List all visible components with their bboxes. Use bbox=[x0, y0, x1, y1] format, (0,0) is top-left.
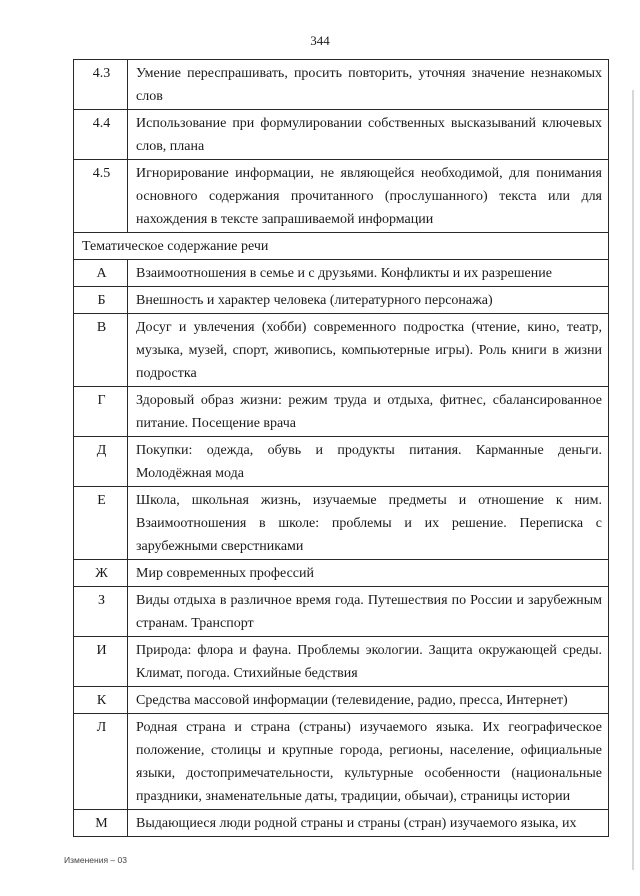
table-row bbox=[74, 287, 609, 314]
table-row bbox=[74, 587, 609, 637]
topic-code: Е bbox=[74, 487, 128, 560]
topic-code: И bbox=[74, 637, 128, 687]
topic-code: Д bbox=[74, 437, 128, 487]
topic-text: Природа: флора и фауна. Проблемы экологии. Защита окружающей среды. Климат, погода. Стихийные бедствия bbox=[128, 637, 609, 687]
table-row bbox=[74, 260, 609, 287]
topic-text: Средства массовой информации (телевидение, радио, пресса, Интернет) bbox=[128, 687, 609, 714]
table-row bbox=[74, 687, 609, 714]
topic-code: З bbox=[74, 587, 128, 637]
table-row bbox=[74, 487, 609, 560]
topic-text: Виды отдыха в различное время года. Путешествия по России и зарубежным странам. Транспорт bbox=[128, 587, 609, 637]
topic-code: А bbox=[74, 260, 128, 287]
page-number: 344 bbox=[310, 33, 330, 48]
topic-text: Взаимоотношения в семье и с друзьями. Конфликты и их разрешение bbox=[128, 260, 609, 287]
topic-text: Школа, школьная жизнь, изучаемые предметы и отношение к ним. Взаимоотношения в школе: проблемы и их решение. Переписка с зарубежными сверстниками bbox=[128, 487, 609, 560]
section-row bbox=[74, 233, 609, 260]
topic-text: Родная страна и страна (страны) изучаемого языка. Их географическое положение, столицы и крупные города, регионы, население, официальные языки, достопримечательности, культурные особенности (национальные праздники, знаменательные даты, традиции, обычаи), страницы истории bbox=[128, 714, 609, 810]
table-row bbox=[74, 160, 609, 233]
topic-code: Б bbox=[74, 287, 128, 314]
table-row bbox=[74, 110, 609, 160]
topic-text: Покупки: одежда, обувь и продукты питания. Карманные деньги. Молодёжная мода bbox=[128, 437, 609, 487]
row-code: 4.4 bbox=[74, 110, 128, 160]
table-row bbox=[74, 810, 609, 837]
topic-text: Выдающиеся люди родной страны и страны (стран) изучаемого языка, их bbox=[128, 810, 609, 837]
topic-code: К bbox=[74, 687, 128, 714]
table-row bbox=[74, 387, 609, 437]
topic-code: Г bbox=[74, 387, 128, 437]
table-row bbox=[74, 314, 609, 387]
table-row bbox=[74, 714, 609, 810]
table-row bbox=[74, 637, 609, 687]
topic-code: М bbox=[74, 810, 128, 837]
section-title: Тематическое содержание речи bbox=[74, 233, 609, 260]
topic-code: В bbox=[74, 314, 128, 387]
scan-edge-shadow bbox=[632, 90, 634, 870]
row-code: 4.5 bbox=[74, 160, 128, 233]
content-table bbox=[73, 59, 609, 837]
topic-text: Досуг и увлечения (хобби) современного подростка (чтение, кино, театр, музыка, музей, спорт, живопись, компьютерные игры). Роль книги в жизни подростка bbox=[128, 314, 609, 387]
row-text: Игнорирование информации, не являющейся необходимой, для понимания основного содержания прочитанного (прослушанного) текста или для нахождения в тексте запрашиваемой информации bbox=[128, 160, 609, 233]
topic-text: Мир современных профессий bbox=[128, 560, 609, 587]
topic-code: Л bbox=[74, 714, 128, 810]
table-row bbox=[74, 60, 609, 110]
row-code: 4.3 bbox=[74, 60, 128, 110]
topic-text: Здоровый образ жизни: режим труда и отдыха, фитнес, сбалансированное питание. Посещение врача bbox=[128, 387, 609, 437]
row-text: Умение переспрашивать, просить повторить, уточняя значение незнакомых слов bbox=[128, 60, 609, 110]
table-row bbox=[74, 560, 609, 587]
footer-revision: Изменения – 03 bbox=[64, 855, 127, 865]
row-text: Использование при формулировании собственных высказываний ключевых слов, плана bbox=[128, 110, 609, 160]
topic-text: Внешность и характер человека (литературного персонажа) bbox=[128, 287, 609, 314]
topic-code: Ж bbox=[74, 560, 128, 587]
table-row bbox=[74, 437, 609, 487]
